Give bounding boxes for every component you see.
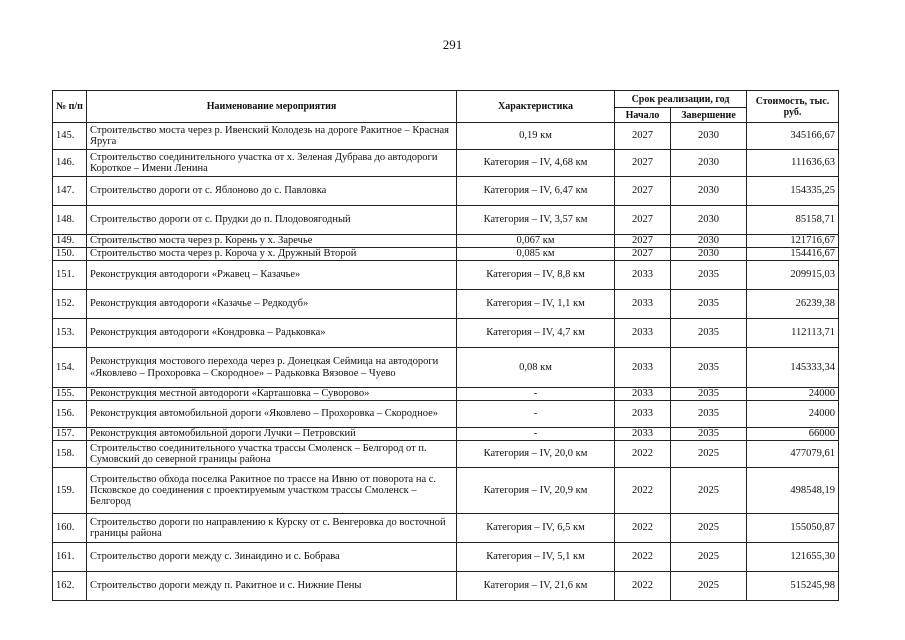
- row-number: 154.: [53, 348, 87, 388]
- row-end-year: 2035: [671, 401, 747, 428]
- table-row: [53, 468, 839, 514]
- header-name: Наименование мероприятия: [87, 91, 457, 123]
- header-end: Завершение: [671, 108, 747, 123]
- table-body: [53, 123, 839, 601]
- row-name: Строительство дороги от с. Прудки до п. Плодовоягодный: [87, 206, 457, 235]
- header-num: № п/п: [53, 91, 87, 123]
- row-cost: 145333,34: [747, 348, 839, 388]
- row-characteristic: Категория – IV, 21,6 км: [457, 572, 615, 601]
- row-cost: 111636,63: [747, 150, 839, 177]
- row-number: 153.: [53, 319, 87, 348]
- row-end-year: 2030: [671, 248, 747, 261]
- row-start-year: 2027: [615, 248, 671, 261]
- row-start-year: 2033: [615, 348, 671, 388]
- row-start-year: 2027: [615, 235, 671, 248]
- row-name: Строительство дороги от с. Яблоново до с. Павловка: [87, 177, 457, 206]
- row-end-year: 2030: [671, 177, 747, 206]
- row-name: Строительство дороги между п. Ракитное и с. Нижние Пены: [87, 572, 457, 601]
- header-period: Срок реализации, год: [615, 91, 747, 108]
- table-row: [53, 319, 839, 348]
- row-end-year: 2030: [671, 123, 747, 150]
- row-end-year: 2035: [671, 319, 747, 348]
- row-cost: 154335,25: [747, 177, 839, 206]
- row-characteristic: -: [457, 428, 615, 441]
- table-row: [53, 235, 839, 248]
- row-characteristic: -: [457, 401, 615, 428]
- row-end-year: 2025: [671, 514, 747, 543]
- row-cost: 121716,67: [747, 235, 839, 248]
- row-start-year: 2033: [615, 388, 671, 401]
- row-name: Реконструкция автодороги «Ржавец – Казачье»: [87, 261, 457, 290]
- row-number: 156.: [53, 401, 87, 428]
- row-end-year: 2035: [671, 261, 747, 290]
- header-characteristic: Характеристика: [457, 91, 615, 123]
- table-row: [53, 206, 839, 235]
- row-cost: 121655,30: [747, 543, 839, 572]
- row-characteristic: 0,19 км: [457, 123, 615, 150]
- row-end-year: 2025: [671, 543, 747, 572]
- row-cost: 345166,67: [747, 123, 839, 150]
- row-characteristic: Категория – IV, 6,47 км: [457, 177, 615, 206]
- row-name: Строительство дороги между с. Зинаидино и с. Бобрава: [87, 543, 457, 572]
- table-row: [53, 290, 839, 319]
- row-end-year: 2035: [671, 348, 747, 388]
- row-start-year: 2033: [615, 428, 671, 441]
- row-number: 161.: [53, 543, 87, 572]
- row-number: 151.: [53, 261, 87, 290]
- row-start-year: 2033: [615, 401, 671, 428]
- row-characteristic: Категория – IV, 20,0 км: [457, 441, 615, 468]
- row-end-year: 2030: [671, 235, 747, 248]
- row-cost: 85158,71: [747, 206, 839, 235]
- row-start-year: 2027: [615, 123, 671, 150]
- table-row: [53, 150, 839, 177]
- table-row: [53, 428, 839, 441]
- row-name: Строительство моста через р. Короча у х. Дружный Второй: [87, 248, 457, 261]
- row-number: 160.: [53, 514, 87, 543]
- row-name: Реконструкция автомобильной дороги Лучки – Петровский: [87, 428, 457, 441]
- row-cost: 26239,38: [747, 290, 839, 319]
- table-row: [53, 441, 839, 468]
- table-row: [53, 261, 839, 290]
- row-start-year: 2022: [615, 441, 671, 468]
- row-characteristic: Категория – IV, 5,1 км: [457, 543, 615, 572]
- row-end-year: 2030: [671, 206, 747, 235]
- row-characteristic: Категория – IV, 1,1 км: [457, 290, 615, 319]
- row-cost: 112113,71: [747, 319, 839, 348]
- table-row: [53, 348, 839, 388]
- row-name: Реконструкция автомобильной дороги «Яковлево – Прохоровка – Скородное»: [87, 401, 457, 428]
- row-cost: 154416,67: [747, 248, 839, 261]
- row-characteristic: Категория – IV, 6,5 км: [457, 514, 615, 543]
- row-cost: 155050,87: [747, 514, 839, 543]
- row-start-year: 2022: [615, 543, 671, 572]
- table-row: [53, 514, 839, 543]
- table-row: [53, 388, 839, 401]
- table-row: [53, 572, 839, 601]
- row-number: 150.: [53, 248, 87, 261]
- row-start-year: 2027: [615, 177, 671, 206]
- row-cost: 515245,98: [747, 572, 839, 601]
- row-name: Реконструкция автодороги «Кондровка – Радьковка»: [87, 319, 457, 348]
- row-end-year: 2025: [671, 441, 747, 468]
- row-name: Реконструкция мостового перехода через р. Донецкая Сеймица на автодороги «Яковлево – Прохоровка – Скородное» – Радьковка Вязовое – Чуево: [87, 348, 457, 388]
- row-cost: 24000: [747, 388, 839, 401]
- row-number: 147.: [53, 177, 87, 206]
- row-characteristic: 0,067 км: [457, 235, 615, 248]
- table-row: [53, 123, 839, 150]
- row-number: 158.: [53, 441, 87, 468]
- row-start-year: 2027: [615, 206, 671, 235]
- row-cost: 209915,03: [747, 261, 839, 290]
- row-name: Строительство соединительного участка трассы Смоленск – Белгород от п. Сумовский до северной границы района: [87, 441, 457, 468]
- row-start-year: 2027: [615, 150, 671, 177]
- row-number: 152.: [53, 290, 87, 319]
- row-number: 157.: [53, 428, 87, 441]
- row-number: 148.: [53, 206, 87, 235]
- row-characteristic: 0,08 км: [457, 348, 615, 388]
- row-characteristic: Категория – IV, 4,7 км: [457, 319, 615, 348]
- row-number: 145.: [53, 123, 87, 150]
- row-cost: 24000: [747, 401, 839, 428]
- row-cost: 498548,19: [747, 468, 839, 514]
- row-end-year: 2030: [671, 150, 747, 177]
- row-end-year: 2035: [671, 290, 747, 319]
- row-characteristic: Категория – IV, 8,8 км: [457, 261, 615, 290]
- row-name: Строительство обхода поселка Ракитное по трассе на Ивню от поворота на с. Псковское до соединения с проектируемым участком трассы Смоленск – Белгород: [87, 468, 457, 514]
- row-name: Строительство моста через р. Ивенский Колодезь на дороге Ракитное – Красная Яруга: [87, 123, 457, 150]
- row-name: Строительство дороги по направлению к Курску от с. Венгеровка до восточной границы района: [87, 514, 457, 543]
- row-start-year: 2033: [615, 290, 671, 319]
- table-row: [53, 177, 839, 206]
- row-number: 162.: [53, 572, 87, 601]
- row-end-year: 2025: [671, 572, 747, 601]
- row-characteristic: 0,085 км: [457, 248, 615, 261]
- header-cost: Стоимость, тыс. руб.: [747, 91, 839, 123]
- row-number: 155.: [53, 388, 87, 401]
- row-cost: 66000: [747, 428, 839, 441]
- row-end-year: 2025: [671, 468, 747, 514]
- row-characteristic: -: [457, 388, 615, 401]
- row-end-year: 2035: [671, 388, 747, 401]
- table-row: [53, 543, 839, 572]
- row-characteristic: Категория – IV, 3,57 км: [457, 206, 615, 235]
- table-row: [53, 248, 839, 261]
- row-end-year: 2035: [671, 428, 747, 441]
- row-name: Строительство соединительного участка от х. Зеленая Дубрава до автодороги Короткое – Имени Ленина: [87, 150, 457, 177]
- row-characteristic: Категория – IV, 20,9 км: [457, 468, 615, 514]
- row-start-year: 2022: [615, 468, 671, 514]
- row-start-year: 2033: [615, 319, 671, 348]
- row-name: Реконструкция местной автодороги «Карташовка – Суворово»: [87, 388, 457, 401]
- projects-table: [52, 90, 839, 601]
- row-characteristic: Категория – IV, 4,68 км: [457, 150, 615, 177]
- row-start-year: 2033: [615, 261, 671, 290]
- page-number: 291: [442, 37, 463, 52]
- row-name: Реконструкция автодороги «Казачье – Редкодуб»: [87, 290, 457, 319]
- header-start: Начало: [615, 108, 671, 123]
- row-number: 159.: [53, 468, 87, 514]
- row-cost: 477079,61: [747, 441, 839, 468]
- row-number: 146.: [53, 150, 87, 177]
- table-row: [53, 401, 839, 428]
- row-start-year: 2022: [615, 572, 671, 601]
- row-name: Строительство моста через р. Корень у х. Заречье: [87, 235, 457, 248]
- row-start-year: 2022: [615, 514, 671, 543]
- row-number: 149.: [53, 235, 87, 248]
